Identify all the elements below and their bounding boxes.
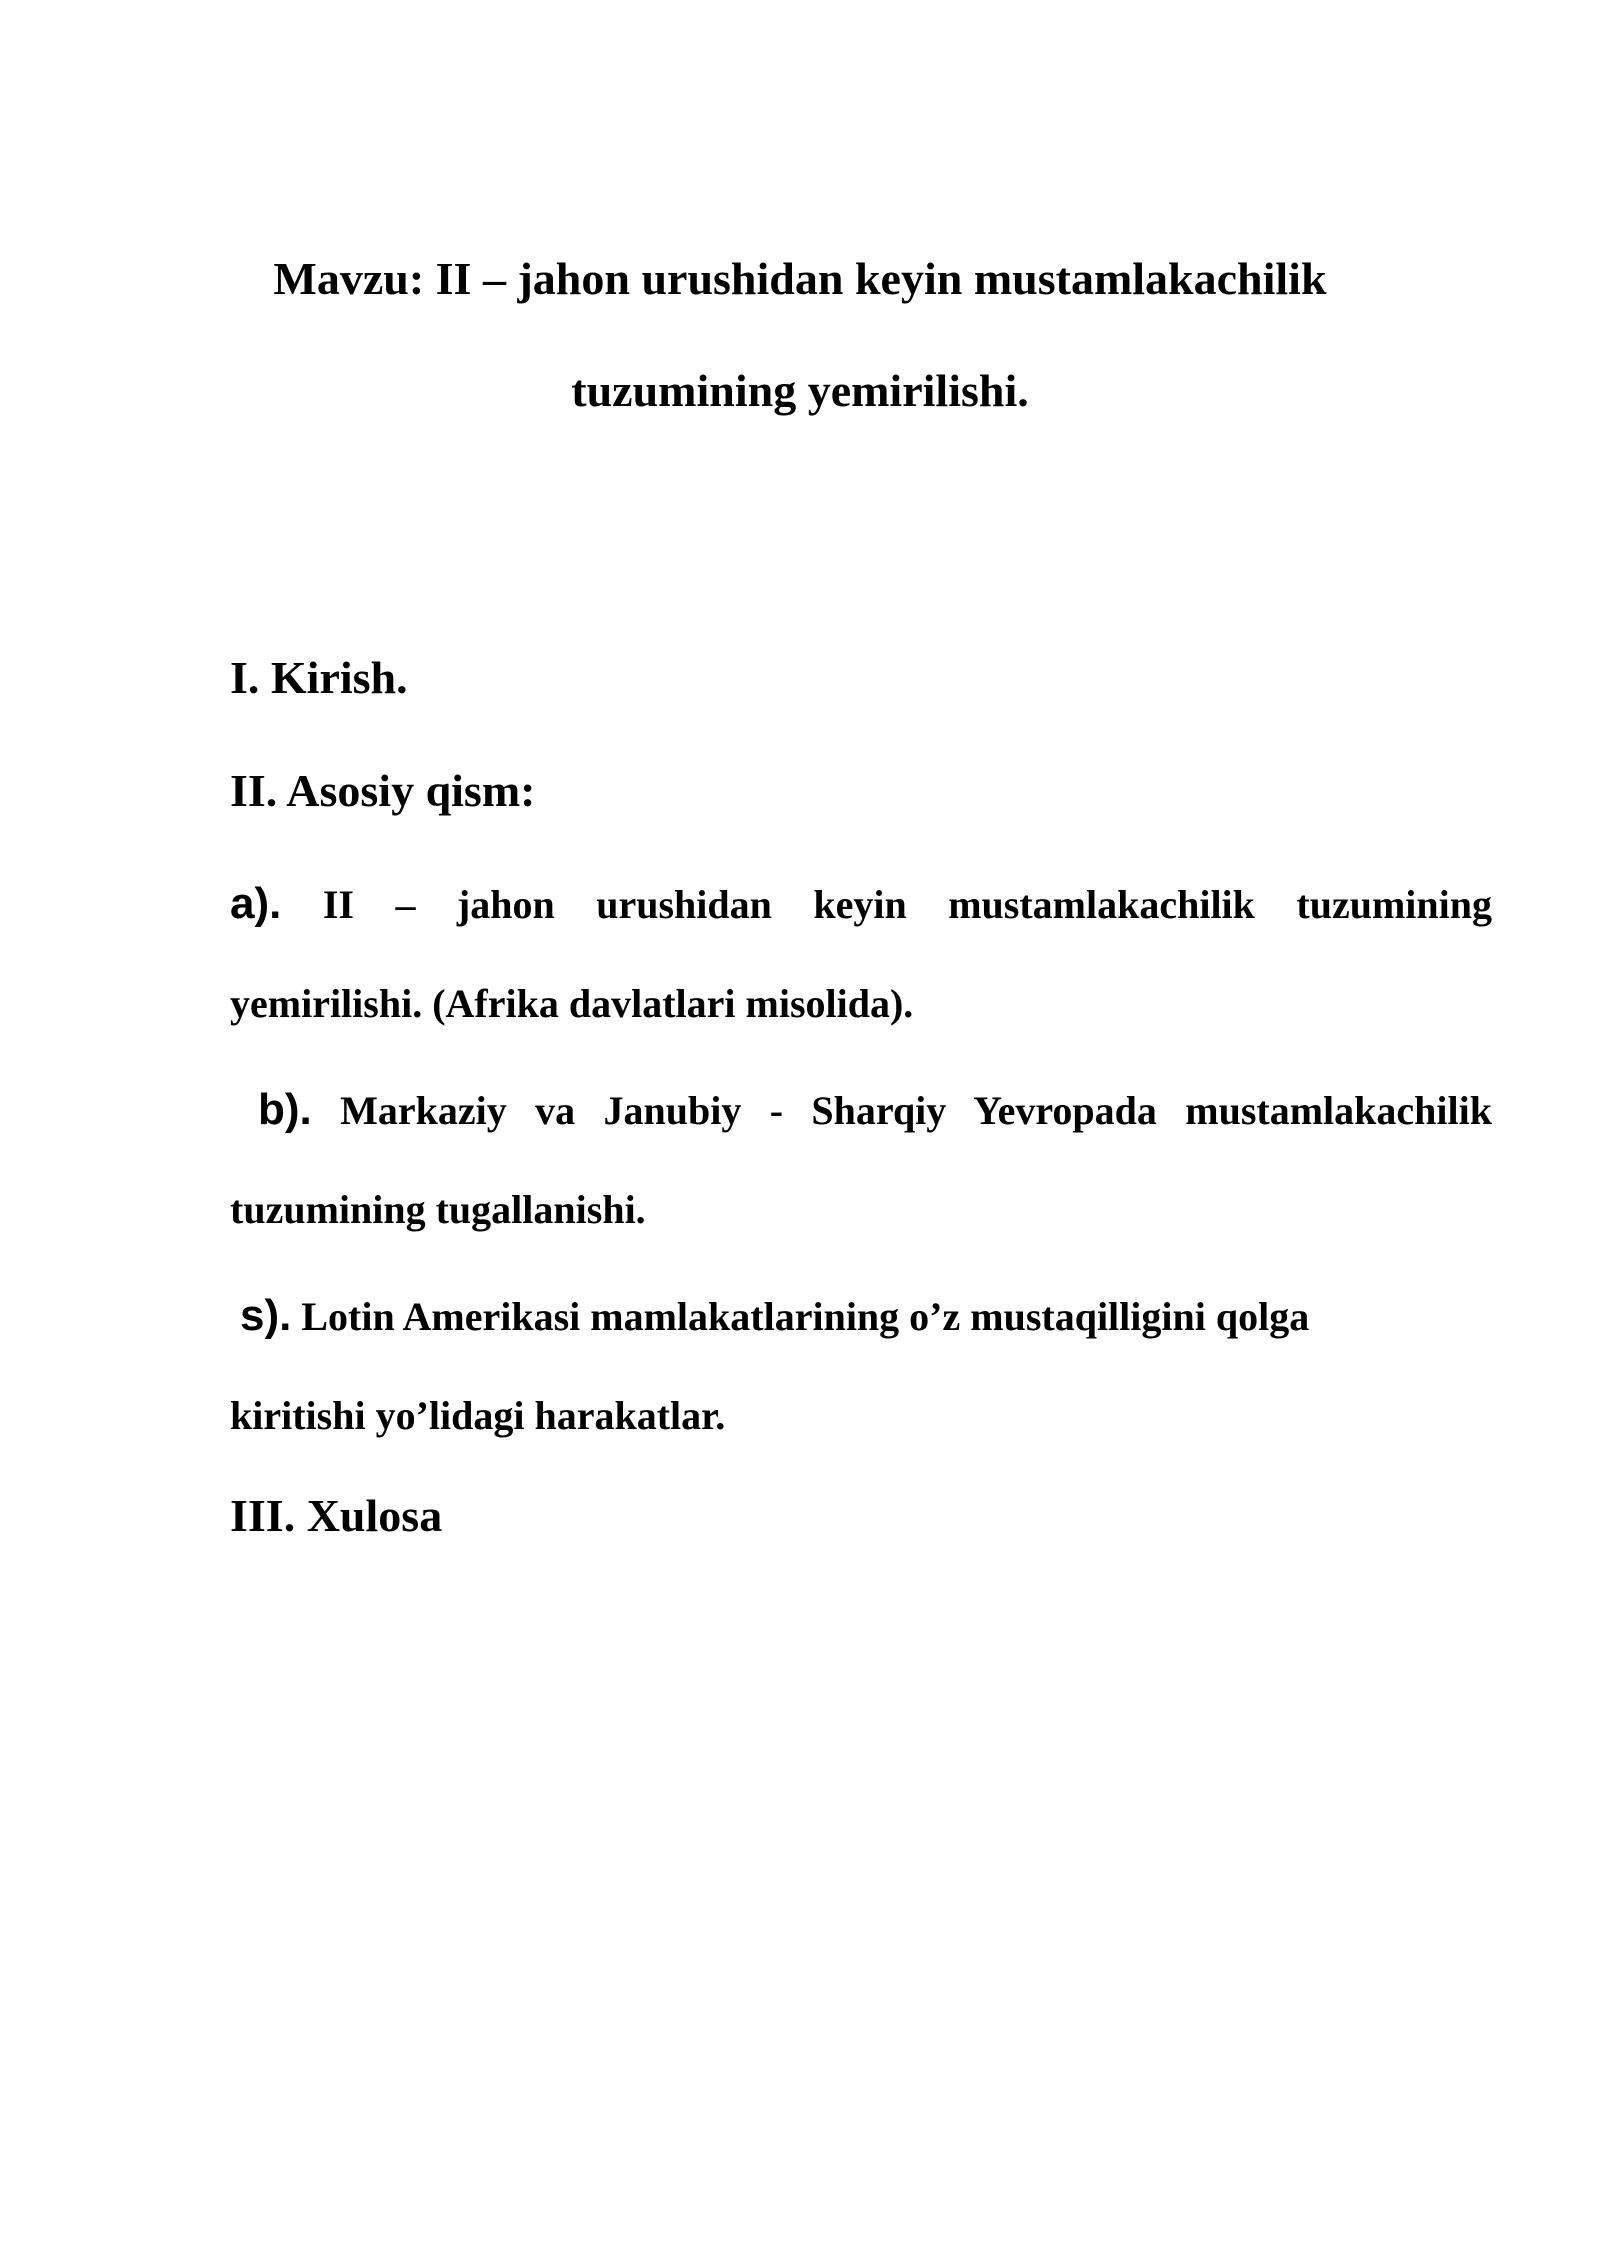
outline-conclusion-heading: III. Xulosa (230, 1490, 443, 1541)
outline-item-b-marker: b). (258, 1085, 312, 1134)
outline-item-b-line-2: tuzumining tugallanishi. (230, 1187, 646, 1232)
outline-item-a-line-2: yemirilishi. (Afrika davlatlari misolida). (230, 981, 914, 1026)
outline-item-a-text: II – jahon urushidan keyin mustamlakachilik tuzumining (322, 882, 1493, 927)
outline-main-heading: II. Asosiy qism: (230, 765, 536, 816)
document-title-line-2: tuzumining yemirilishi. (571, 365, 1029, 416)
outline-item-s-marker: s). (240, 1291, 292, 1340)
outline-item-s-line-2: kiritishi yo’lidagi harakatlar. (230, 1393, 726, 1438)
outline-item-a-marker: a). (230, 879, 282, 928)
document-title-line-1: Mavzu: II – jahon urushidan keyin mustamlakachilik (273, 253, 1327, 304)
outline-item-a-line-1 (230, 879, 1493, 928)
outline-item-b-text: Markaziy va Janubiy - Sharqiy Yevropada mustamlakachilik (340, 1088, 1493, 1133)
outline-item-s-text: Lotin Amerikasi mamlakatlarining o’z mustaqilligini qolga (301, 1294, 1310, 1339)
outline-intro-heading: I. Kirish. (230, 652, 408, 703)
outline-item-b-line-1 (258, 1085, 1493, 1134)
outline-item-s-line-1 (240, 1291, 1410, 1340)
